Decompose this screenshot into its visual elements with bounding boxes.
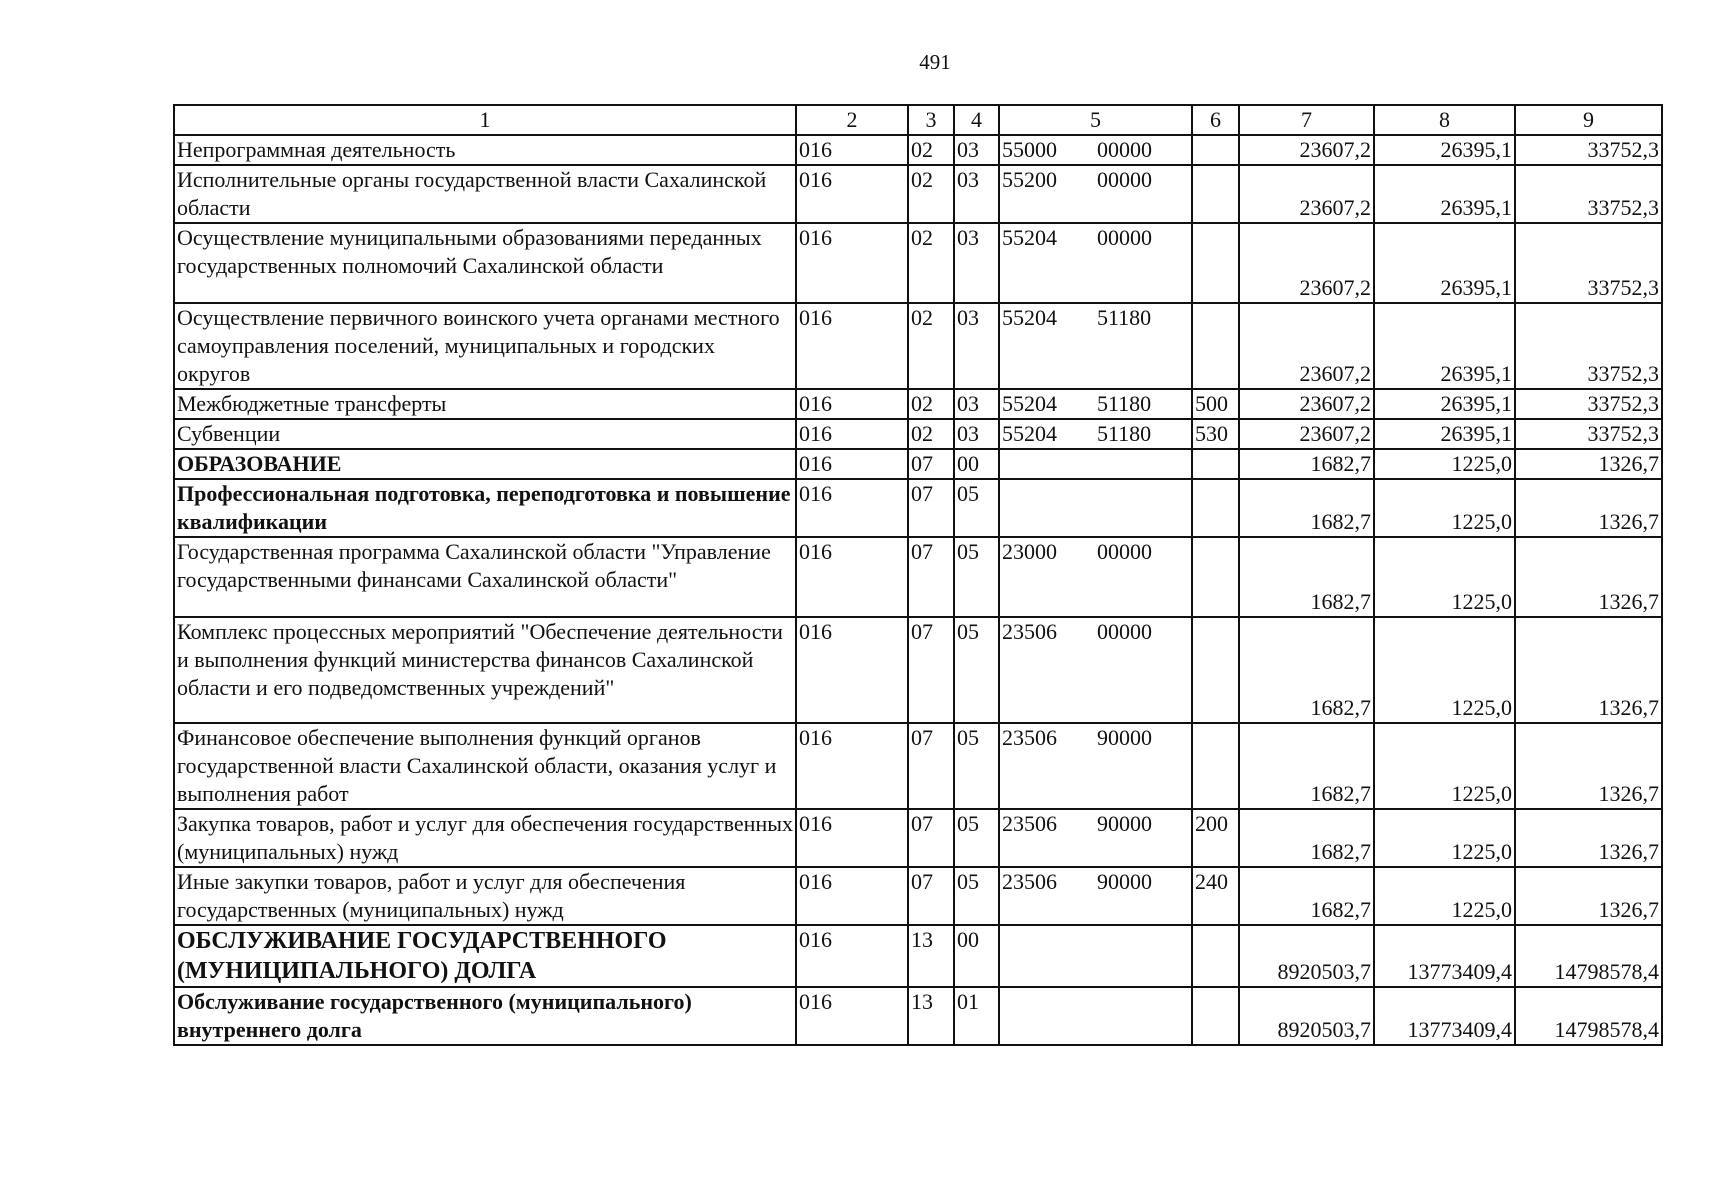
ministry-code: 016 [796, 987, 908, 1045]
amount-year-2: 26395,1 [1374, 419, 1515, 449]
expense-type-code [1192, 537, 1239, 617]
amount-year-2: 26395,1 [1374, 165, 1515, 223]
ministry-code: 016 [796, 303, 908, 389]
column-number-row [174, 105, 1662, 135]
section-code: 07 [908, 537, 954, 617]
table-row [174, 987, 1662, 1045]
section-code: 07 [908, 867, 954, 925]
amount-year-1: 1682,7 [1239, 867, 1374, 925]
table-row [174, 809, 1662, 867]
amount-year-2: 1225,0 [1374, 867, 1515, 925]
target-program-code: 23506 [1002, 725, 1057, 750]
column-header: 4 [954, 105, 999, 135]
amount-year-2: 26395,1 [1374, 135, 1515, 165]
subsection-code: 03 [954, 223, 999, 303]
row-name: Профессиональная подготовка, переподготовка и повышение квалификации [174, 479, 796, 537]
expense-type-code [1192, 723, 1239, 809]
subsection-code: 05 [954, 809, 999, 867]
row-name: Осуществление первичного воинского учета органами местного самоуправления поселений, муниципальных и городских округов [174, 303, 796, 389]
table-row [174, 389, 1662, 419]
target-article-code [999, 479, 1192, 537]
ministry-code: 016 [796, 537, 908, 617]
ministry-code: 016 [796, 389, 908, 419]
amount-year-3: 33752,3 [1515, 135, 1662, 165]
column-header: 1 [174, 105, 796, 135]
target-article-code [999, 223, 1192, 303]
row-name: Межбюджетные трансферты [174, 389, 796, 419]
amount-year-3: 1326,7 [1515, 809, 1662, 867]
table-row [174, 303, 1662, 389]
section-code: 07 [908, 479, 954, 537]
target-article-code [999, 809, 1192, 867]
amount-year-3: 1326,7 [1515, 537, 1662, 617]
amount-year-1: 8920503,7 [1239, 987, 1374, 1045]
section-code: 02 [908, 303, 954, 389]
subsection-code: 03 [954, 165, 999, 223]
amount-year-1: 8920503,7 [1239, 925, 1374, 987]
ministry-code: 016 [796, 723, 908, 809]
target-program-code: 55204 [1002, 391, 1057, 416]
amount-year-1: 1682,7 [1239, 479, 1374, 537]
table-row [174, 867, 1662, 925]
ministry-code: 016 [796, 867, 908, 925]
target-article-code [999, 867, 1192, 925]
subsection-code: 05 [954, 479, 999, 537]
amount-year-3: 14798578,4 [1515, 925, 1662, 987]
ministry-code: 016 [796, 419, 908, 449]
section-code: 02 [908, 135, 954, 165]
amount-year-1: 23607,2 [1239, 135, 1374, 165]
amount-year-2: 1225,0 [1374, 537, 1515, 617]
expense-type-code [1192, 223, 1239, 303]
target-article-code [999, 389, 1192, 419]
amount-year-3: 33752,3 [1515, 303, 1662, 389]
subsection-code: 01 [954, 987, 999, 1045]
expense-type-code [1192, 987, 1239, 1045]
target-direction-code: 90000 [1097, 725, 1152, 750]
budget-table [173, 104, 1663, 1046]
section-code: 13 [908, 925, 954, 987]
target-direction-code: 00000 [1097, 619, 1152, 644]
ministry-code: 016 [796, 449, 908, 479]
section-code: 02 [908, 165, 954, 223]
target-program-code: 55000 [1002, 137, 1057, 162]
expense-type-code [1192, 303, 1239, 389]
table-row [174, 479, 1662, 537]
target-direction-code: 51180 [1097, 391, 1152, 416]
section-code: 07 [908, 617, 954, 723]
subsection-code: 05 [954, 867, 999, 925]
row-name: Непрограммная деятельность [174, 135, 796, 165]
ministry-code: 016 [796, 925, 908, 987]
column-header: 2 [796, 105, 908, 135]
row-name: Финансовое обеспечение выполнения функций органов государственной власти Сахалинской области, оказания услуг и выполнения работ [174, 723, 796, 809]
amount-year-3: 1326,7 [1515, 479, 1662, 537]
target-program-code: 55204 [1002, 421, 1057, 446]
target-article-code [999, 165, 1192, 223]
amount-year-3: 33752,3 [1515, 223, 1662, 303]
target-direction-code: 00000 [1097, 225, 1152, 250]
amount-year-2: 1225,0 [1374, 449, 1515, 479]
table-row [174, 419, 1662, 449]
page-number: 491 [919, 50, 951, 74]
target-article-code [999, 925, 1192, 987]
amount-year-1: 23607,2 [1239, 303, 1374, 389]
expense-type-code: 240 [1192, 867, 1239, 925]
amount-year-1: 1682,7 [1239, 809, 1374, 867]
expense-type-code [1192, 925, 1239, 987]
amount-year-1: 23607,2 [1239, 165, 1374, 223]
amount-year-3: 14798578,4 [1515, 987, 1662, 1045]
target-program-code: 23000 [1002, 539, 1057, 564]
amount-year-2: 26395,1 [1374, 389, 1515, 419]
amount-year-2: 1225,0 [1374, 809, 1515, 867]
table-row [174, 135, 1662, 165]
amount-year-3: 33752,3 [1515, 389, 1662, 419]
ministry-code: 016 [796, 135, 908, 165]
amount-year-3: 1326,7 [1515, 449, 1662, 479]
section-code: 07 [908, 723, 954, 809]
amount-year-2: 26395,1 [1374, 303, 1515, 389]
target-article-code [999, 419, 1192, 449]
expense-type-code [1192, 449, 1239, 479]
amount-year-1: 1682,7 [1239, 617, 1374, 723]
subsection-code: 03 [954, 389, 999, 419]
amount-year-2: 13773409,4 [1374, 987, 1515, 1045]
target-article-code [999, 449, 1192, 479]
target-direction-code: 90000 [1097, 869, 1152, 894]
table-row [174, 165, 1662, 223]
subsection-code: 03 [954, 419, 999, 449]
table-row [174, 617, 1662, 723]
target-program-code: 23506 [1002, 811, 1057, 836]
expense-type-code: 530 [1192, 419, 1239, 449]
target-direction-code: 51180 [1097, 305, 1152, 330]
column-header: 6 [1192, 105, 1239, 135]
section-code: 13 [908, 987, 954, 1045]
expense-type-code [1192, 617, 1239, 723]
subsection-code: 00 [954, 449, 999, 479]
amount-year-3: 1326,7 [1515, 617, 1662, 723]
row-name: ОБСЛУЖИВАНИЕ ГОСУДАРСТВЕННОГО (МУНИЦИПАЛЬНОГО) ДОЛГА [174, 925, 796, 987]
expense-type-code [1192, 165, 1239, 223]
expense-type-code [1192, 479, 1239, 537]
section-code: 02 [908, 419, 954, 449]
amount-year-1: 23607,2 [1239, 419, 1374, 449]
column-header: 3 [908, 105, 954, 135]
target-article-code [999, 303, 1192, 389]
column-header: 7 [1239, 105, 1374, 135]
amount-year-1: 1682,7 [1239, 537, 1374, 617]
table-row [174, 223, 1662, 303]
amount-year-3: 33752,3 [1515, 165, 1662, 223]
section-code: 02 [908, 389, 954, 419]
row-name: Исполнительные органы государственной власти Сахалинской области [174, 165, 796, 223]
target-direction-code: 00000 [1097, 167, 1152, 192]
row-name: Закупка товаров, работ и услуг для обеспечения государственных (муниципальных) нужд [174, 809, 796, 867]
target-program-code: 55204 [1002, 225, 1057, 250]
target-program-code: 55204 [1002, 305, 1057, 330]
column-header: 5 [999, 105, 1192, 135]
subsection-code: 03 [954, 303, 999, 389]
ministry-code: 016 [796, 165, 908, 223]
amount-year-3: 1326,7 [1515, 723, 1662, 809]
amount-year-1: 1682,7 [1239, 723, 1374, 809]
target-direction-code: 00000 [1097, 137, 1152, 162]
ministry-code: 016 [796, 223, 908, 303]
row-name: Обслуживание государственного (муниципального) внутреннего долга [174, 987, 796, 1045]
table-row [174, 449, 1662, 479]
row-name: ОБРАЗОВАНИЕ [174, 449, 796, 479]
ministry-code: 016 [796, 809, 908, 867]
target-direction-code: 90000 [1097, 811, 1152, 836]
amount-year-2: 1225,0 [1374, 479, 1515, 537]
target-article-code [999, 723, 1192, 809]
column-header: 8 [1374, 105, 1515, 135]
expense-type-code [1192, 135, 1239, 165]
target-direction-code: 00000 [1097, 539, 1152, 564]
target-article-code [999, 617, 1192, 723]
section-code: 07 [908, 449, 954, 479]
row-name: Иные закупки товаров, работ и услуг для обеспечения государственных (муниципальных) нужд [174, 867, 796, 925]
table-row [174, 723, 1662, 809]
ministry-code: 016 [796, 617, 908, 723]
target-article-code [999, 135, 1192, 165]
table-row [174, 537, 1662, 617]
subsection-code: 03 [954, 135, 999, 165]
expense-type-code: 200 [1192, 809, 1239, 867]
section-code: 07 [908, 809, 954, 867]
amount-year-3: 33752,3 [1515, 419, 1662, 449]
target-program-code: 23506 [1002, 869, 1057, 894]
subsection-code: 05 [954, 723, 999, 809]
table-body [174, 135, 1662, 1045]
subsection-code: 05 [954, 617, 999, 723]
expense-type-code: 500 [1192, 389, 1239, 419]
amount-year-2: 1225,0 [1374, 723, 1515, 809]
ministry-code: 016 [796, 479, 908, 537]
target-program-code: 23506 [1002, 619, 1057, 644]
target-article-code [999, 987, 1192, 1045]
target-program-code: 55200 [1002, 167, 1057, 192]
subsection-code: 05 [954, 537, 999, 617]
row-name: Осуществление муниципальными образованиями переданных государственных полномочий Сахалинской области [174, 223, 796, 303]
subsection-code: 00 [954, 925, 999, 987]
row-name: Государственная программа Сахалинской области "Управление государственными финансами Сахалинской области" [174, 537, 796, 617]
row-name: Комплекс процессных мероприятий "Обеспечение деятельности и выполнения функций министерства финансов Сахалинской области и его подведомственных учреждений" [174, 617, 796, 723]
amount-year-1: 23607,2 [1239, 223, 1374, 303]
amount-year-1: 23607,2 [1239, 389, 1374, 419]
table-row [174, 925, 1662, 987]
section-code: 02 [908, 223, 954, 303]
column-header: 9 [1515, 105, 1662, 135]
amount-year-2: 13773409,4 [1374, 925, 1515, 987]
amount-year-1: 1682,7 [1239, 449, 1374, 479]
amount-year-2: 1225,0 [1374, 617, 1515, 723]
amount-year-3: 1326,7 [1515, 867, 1662, 925]
target-direction-code: 51180 [1097, 421, 1152, 446]
amount-year-2: 26395,1 [1374, 223, 1515, 303]
row-name: Субвенции [174, 419, 796, 449]
target-article-code [999, 537, 1192, 617]
